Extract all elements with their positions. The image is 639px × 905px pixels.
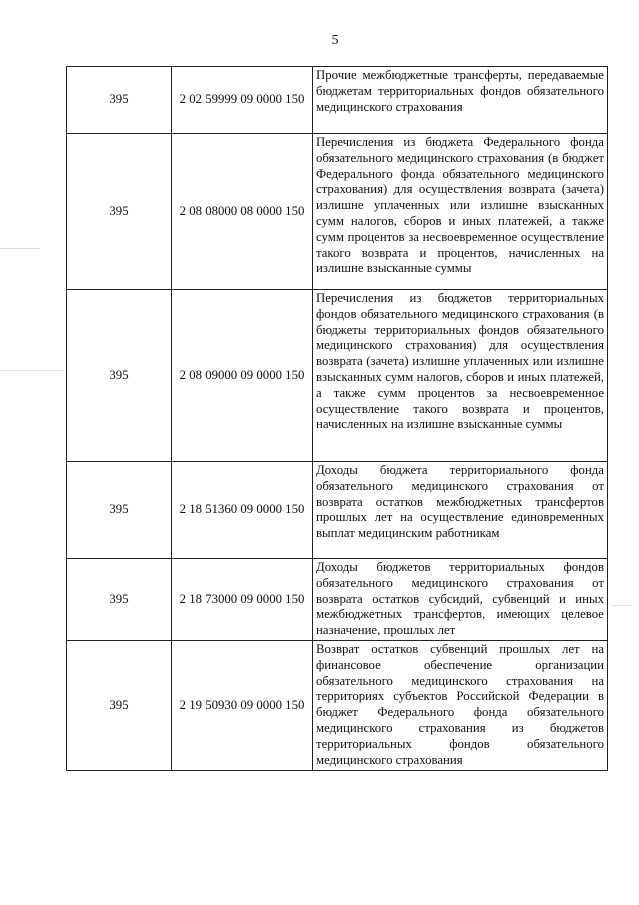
- income-name-cell: Доходы бюджета территориального фонда обязательного медицинского страхования от возврата остатков межбюджетных трансфертов прошлых лет на осуществление единовременных выплат медицинским работникам: [313, 462, 608, 559]
- admin-code-cell: 395: [67, 134, 172, 290]
- table-row: [67, 67, 608, 134]
- budget-code-cell: 2 02 59999 09 0000 150: [172, 67, 313, 134]
- budget-code-cell: 2 18 73000 09 0000 150: [172, 559, 313, 641]
- table-row: [67, 641, 608, 771]
- income-name-cell: Перечисления из бюджетов территориальных фондов обязательного медицинского страхования (в бюджеты территориальных фондов обязательного медицинского страхования) для осуществления возврата (зачета) излишне уплаченных или излишне взысканных сумм налогов, сборов и иных платежей, а также сумм процентов за несвоевременное осуществление такого возврата и процентов, начисленных на излишне взысканные суммы: [313, 290, 608, 462]
- admin-code-cell: 395: [67, 462, 172, 559]
- budget-code-cell: 2 08 09000 09 0000 150: [172, 290, 313, 462]
- income-name-cell: Возврат остатков субвенций прошлых лет на финансовое обеспечение организации обязательного медицинского страхования на территориях субъектов Российской Федерации в бюджет Федерального фонда обязательного медицинского страхования из бюджетов территориальных фондов обязательного медицинского страхования: [313, 641, 608, 771]
- admin-code-cell: 395: [67, 290, 172, 462]
- page-number: 5: [331, 33, 339, 48]
- admin-code-cell: 395: [67, 559, 172, 641]
- scan-artifact: [0, 370, 64, 371]
- income-name-cell: Перечисления из бюджета Федерального фонда обязательного медицинского страхования (в бюджет Федерального фонда обязательного медицинского страхования) для осуществления возврата (зачета) излишне уплаченных или излишне взысканных сумм налогов, сборов и иных платежей, а также сумм процентов за несвоевременное осуществление такого возврата и процентов, начисленных на излишне взысканные суммы: [313, 134, 608, 290]
- scan-artifact: [612, 605, 632, 606]
- admin-code-cell: 395: [67, 641, 172, 771]
- income-name-cell: Прочие межбюджетные трансферты, передаваемые бюджетам территориальных фондов обязательного медицинского страхования: [313, 67, 608, 134]
- income-name-cell: Доходы бюджетов территориальных фондов обязательного медицинского страхования от возврата остатков субсидий, субвенций и иных межбюджетных трансфертов, имеющих целевое назначение, прошлых лет: [313, 559, 608, 641]
- budget-code-cell: 2 19 50930 09 0000 150: [172, 641, 313, 771]
- budget-codes-table: [66, 66, 608, 771]
- table-row: [67, 559, 608, 641]
- budget-code-cell: 2 08 08000 08 0000 150: [172, 134, 313, 290]
- admin-code-cell: 395: [67, 67, 172, 134]
- budget-code-cell: 2 18 51360 09 0000 150: [172, 462, 313, 559]
- table-row: [67, 134, 608, 290]
- table-row: [67, 462, 608, 559]
- scan-artifact: [0, 248, 40, 249]
- table-row: [67, 290, 608, 462]
